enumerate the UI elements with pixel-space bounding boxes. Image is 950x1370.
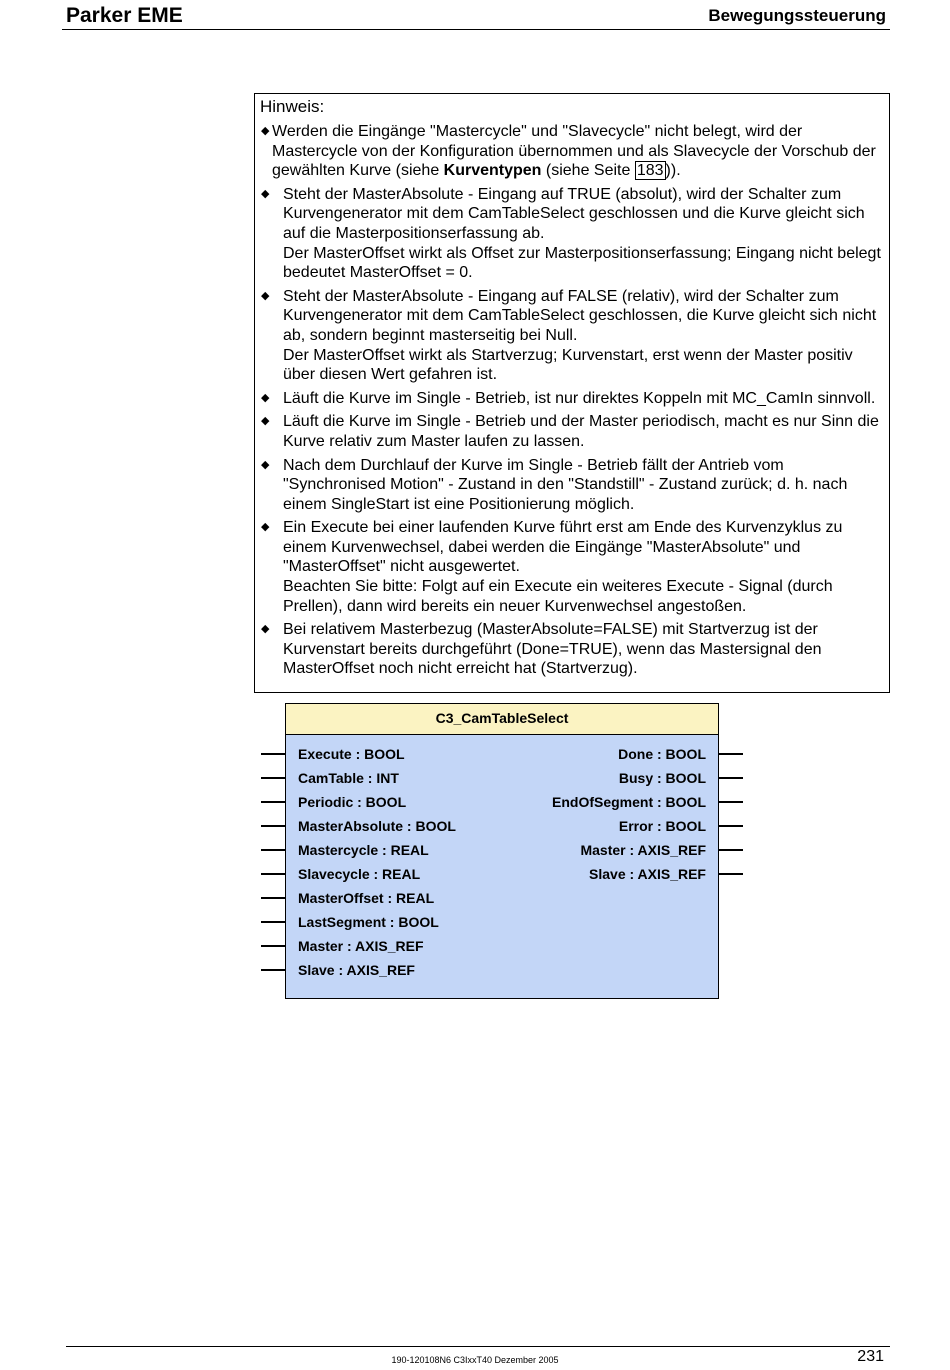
input-port-label: Master : AXIS_REF [298, 938, 424, 954]
output-port-label: Slave : AXIS_REF [589, 866, 706, 882]
diamond-bullet-icon: ◆ [261, 521, 270, 534]
input-port-label: Periodic : BOOL [298, 794, 407, 810]
output-pin [718, 777, 743, 779]
input-pin [261, 969, 286, 971]
note-paragraph: Werden die Eingänge "Mastercycle" und "Slavecycle" nicht belegt, wird der Mastercycle von der Konfiguration übernommen und als Slavecycle der Vorschub der gewählten Kurve (siehe Kurventypen (siehe Seite 183 )). [272, 123, 876, 180]
output-pin [718, 849, 743, 851]
output-pin [718, 873, 743, 875]
output-port-label: Busy : BOOL [618, 770, 706, 786]
note-paragraph: Läuft die Kurve im Single - Betrieb, ist nur direktes Koppeln mit MC_CamIn sinnvoll. [283, 389, 876, 407]
note-item [260, 412, 883, 451]
note-item [260, 620, 883, 679]
diamond-bullet-icon: ◆ [261, 289, 270, 302]
input-pin [261, 945, 286, 947]
function-block-body [285, 734, 719, 999]
diamond-bullet-icon: ◆ [261, 623, 270, 636]
function-block-title: C3_CamTableSelect [285, 703, 719, 735]
output-port-label: Done : BOOL [618, 746, 706, 762]
diamond-bullet-icon: ◆ [261, 125, 270, 137]
output-pin [718, 825, 743, 827]
diamond-bullet-icon: ◆ [261, 458, 270, 471]
page-reference-link[interactable]: 183 [636, 162, 664, 180]
diamond-bullet-icon: ◆ [261, 415, 270, 428]
note-item [260, 122, 883, 181]
input-port-label: Slave : AXIS_REF [298, 962, 415, 978]
note-paragraph: Steht der MasterAbsolute - Eingang auf FALSE (relativ), wird der Schalter zum Kurvengenerator mit dem CamTableSelect geschlossen, die Kurve gleicht sich nicht ab, sondern beginnt masterseitig bei Null. [283, 287, 877, 344]
note-item [260, 389, 883, 409]
page-number: 231 [857, 1348, 884, 1365]
note-item [260, 185, 883, 283]
input-port-label: MasterAbsolute : BOOL [298, 818, 456, 834]
function-block [285, 703, 719, 999]
section-title: Bewegungssteuerung [708, 6, 886, 25]
output-pin [718, 753, 743, 755]
note-paragraph: Bei relativem Masterbezug (MasterAbsolute=FALSE) mit Startverzug ist der Kurvenstart bereits durchgeführt (Done=TRUE), wenn das Mastersignal den MasterOffset noch nicht erreicht hat (Startverzug). [283, 621, 822, 678]
input-port-label: CamTable : INT [298, 770, 399, 786]
note-paragraph: Läuft die Kurve im Single - Betrieb und der Master periodisch, macht es nur Sinn die Kurve relativ zum Master laufen zu lassen. [283, 413, 879, 450]
note-title: Hinweis: [260, 97, 325, 116]
input-pin [261, 873, 286, 875]
document-number: 190-120108N6 C3IxxT40 Dezember 2005 [391, 1355, 559, 1365]
note-item [260, 287, 883, 385]
output-pin [718, 801, 743, 803]
input-port-label: MasterOffset : REAL [298, 890, 435, 906]
input-pin [261, 801, 286, 803]
input-pin [261, 825, 286, 827]
output-port-label: Error : BOOL [618, 818, 706, 834]
input-port-label: LastSegment : BOOL [298, 914, 439, 930]
input-pin [261, 897, 286, 899]
output-port-label: EndOfSegment : BOOL [552, 794, 706, 810]
note-paragraph: Der MasterOffset wirkt als Offset zur Masterpositionserfassung; Eingang nicht belegt bedeutet MasterOffset = 0. [283, 244, 881, 282]
output-port-label: Master : AXIS_REF [580, 842, 706, 858]
note-paragraph: Nach dem Durchlauf der Kurve im Single - Betrieb fällt der Antrieb vom "Synchronised Motion" - Zustand in den "Standstill" - Zustand zurück; d. h. nach einem SingleStart ist eine Positionierung möglich. [283, 456, 848, 513]
input-port-label: Mastercycle : REAL [298, 842, 429, 858]
note-item [260, 518, 883, 616]
note-list [260, 122, 883, 679]
input-port-label: Slavecycle : REAL [298, 866, 421, 882]
diamond-bullet-icon: ◆ [261, 187, 270, 200]
note-paragraph: Ein Execute bei einer laufenden Kurve führt erst am Ende des Kurvenzyklus zu einem Kurvenwechsel, dabei werden die Eingänge "MasterAbsolute" und "MasterOffset" nicht ausgewertet. [283, 519, 843, 576]
input-port-label: Execute : BOOL [298, 746, 405, 762]
note-box [254, 93, 890, 693]
input-pin [261, 753, 286, 755]
bold-reference: Kurventypen [443, 162, 542, 180]
note-paragraph: Der MasterOffset wirkt als Startverzug; Kurvenstart, erst wenn der Master positiv über diesen Wert gefahren ist. [283, 346, 853, 384]
company-name: Parker EME [66, 4, 183, 27]
header-divider [62, 29, 890, 30]
note-paragraph: Beachten Sie bitte: Folgt auf ein Execute ein weiteres Execute - Signal (durch Prellen), dann wird bereits ein neuer Kurvenwechsel angestoßen. [283, 578, 833, 615]
note-paragraph: Steht der MasterAbsolute - Eingang auf TRUE (absolut), wird der Schalter zum Kurvengenerator mit dem CamTableSelect geschlossen und die Kurve gleicht sich auf die Masterpositionserfassung ab. [283, 185, 865, 242]
diamond-bullet-icon: ◆ [261, 391, 270, 404]
note-item [260, 456, 883, 515]
input-pin [261, 921, 286, 923]
input-pin [261, 849, 286, 851]
input-pin [261, 777, 286, 779]
footer-divider [66, 1346, 890, 1347]
